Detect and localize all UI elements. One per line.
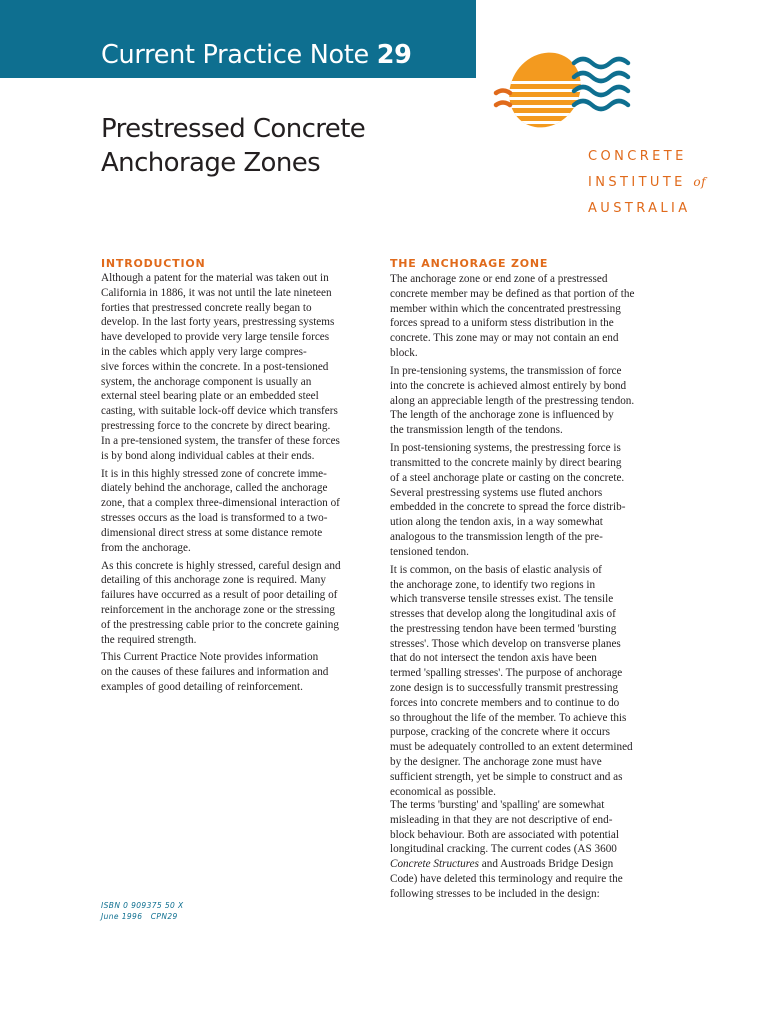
text-line [390,857,670,872]
text-line: Code) have deleted this terminology and require the [390,872,623,885]
org-name-line3: AUSTRALIA [588,201,691,216]
paragraph [101,467,376,556]
text-line: block. [390,346,418,359]
paragraph [101,650,376,694]
text-line: purpose, cracking of the concrete where it occurs [390,726,610,739]
text-line: stresses that develop along the longitudinal axis of [390,608,616,621]
text-line: of the prestressing cable prior to the concrete gaining [101,618,339,631]
text-line: casting, with suitable lock-off device which transfers [101,405,338,418]
org-name-line1: CONCRETE [588,149,687,164]
text-line: Although a patent for the material was taken out in [101,272,329,284]
org-name-institute: INSTITUTE [588,175,686,190]
text-line: along an appreciable length of the prestressing tendon. [390,394,635,407]
publication-date [101,911,184,922]
text-line: examples of good detailing of reinforcement. [101,681,303,694]
text-line: reinforcement in the anchorage zone or the stressing [101,603,335,616]
date: June 1996 [101,912,143,921]
text-line: concrete member may be defined as that portion of the [390,287,635,300]
text-line: failures have occurred as a result of poor detailing of [101,589,338,602]
text-line: tensioned tendon. [390,545,469,558]
text-line: the anchorage zone, to identify two regions in [390,578,596,591]
text-line: In a pre-tensioned system, the transfer of these forces [101,434,340,447]
series-number: 29 [376,40,412,70]
document-title-line1: Prestressed Concrete [101,114,366,144]
text-line: ution along the tendon axis, in a way somewhat [390,516,603,529]
text-line: This Current Practice Note provides information [101,651,319,664]
text-line: misleading in that they are not descriptive of end- [390,813,613,826]
document-title [101,112,365,180]
text-line: block behaviour. Both are associated with potential [390,828,619,841]
paragraph [390,441,670,559]
document-title-line2: Anchorage Zones [101,148,321,178]
cia-sun-waves-logo-icon [490,48,650,138]
paragraph [390,563,670,800]
text-line: external steel bearing plate or an embedded steel [101,390,319,403]
isbn: ISBN 0 909375 50 X [101,901,184,910]
text-line: dimensional direct stress at some distance remote [101,526,323,539]
text-line: termed 'spalling stresses'. The purpose of anchorage [390,667,623,680]
text-line: that do not intersect the tendon axis have been [390,652,597,665]
text-line: from the anchorage. [101,541,191,554]
text-line: It is in this highly stressed zone of concrete imme- [101,467,327,480]
text-line: in the cables which apply very large compres- [101,345,307,358]
text-line: diately behind the anchorage, called the anchorage [101,482,328,495]
text-line: zone design is to successfully transmit prestressing [390,682,619,695]
text-line: forces spread to a uniform stess distribution in the [390,317,614,330]
text-line: the prestressing tendon have been termed 'bursting [390,622,617,635]
text-line: transmitted to the concrete mainly by direct bearing [390,456,622,469]
text-line: stresses occurs as the load is transformed to a two- [101,511,328,524]
text-line: concrete. This zone may or may not contain an end [390,332,619,345]
text-line: have developed to provide very large tensile forces [101,331,330,344]
text-line: The anchorage zone or end zone of a prestressed [390,273,608,285]
anchorage-zone-body [390,272,670,803]
text-line: California in 1886, it was not until the late nineteen [101,286,332,299]
text-line: member within which the concentrated prestressing [390,302,621,315]
text-line: Several prestressing systems use fluted anchors [390,486,603,499]
text-line: analogous to the transmission length of the pre- [390,530,603,543]
text-line: sive forces within the concrete. In a post-tensioned [101,360,329,373]
text-line: on the causes of these failures and information and [101,666,329,679]
text-line: by the designer. The anchorage zone must have [390,756,602,769]
series-label: Current Practice Note [101,40,369,70]
text-line: following stresses to be included in the design: [390,887,600,900]
text-line: forces into concrete members and to continue to do [390,696,620,709]
text-line: of a steel anchorage plate or casting on the concrete. [390,471,625,484]
text-line: zone, that a complex three-dimensional interaction of [101,497,340,510]
org-name-of: of [693,175,707,189]
text-line: stresses'. Those which develop on transverse planes [390,637,621,650]
terms-paragraph [390,798,670,902]
text-line: which transverse tensile stresses exist. The tensile [390,593,614,606]
text-line: detailing of this anchorage zone is required. Many [101,574,326,587]
text-line: The terms 'bursting' and 'spalling' are somewhat [390,799,605,811]
text-line: In post-tensioning systems, the prestressing force is [390,442,621,455]
text-line: is by bond along individual cables at their ends. [101,449,315,462]
paragraph [101,559,376,648]
text-line: into the concrete is achieved almost entirely by bond [390,379,627,392]
org-name-line2 [588,175,706,190]
text-line: sufficient strength, yet be simple to construct and as [390,770,623,783]
text-line: the required strength. [101,633,197,646]
text-line: In pre-tensioning systems, the transmission of force [390,364,622,377]
imprint [101,900,184,922]
text-line: The length of the anchorage zone is influenced by [390,409,614,422]
text-line: economical as possible. [390,785,496,798]
text-line: embedded in the concrete to spread the force distrib- [390,501,626,514]
paragraph [390,272,670,361]
introduction-heading: INTRODUCTION [101,257,206,270]
text-line: system, the anchorage component is usually an [101,375,312,388]
anchorage-zone-heading: THE ANCHORAGE ZONE [390,257,549,270]
code-title-rest: and Austroads Bridge Design [478,858,614,871]
text-line: must be adequately controlled to an extent determined [390,741,633,754]
text-line: longitudinal cracking. The current codes (AS 3600 [390,843,617,856]
text-line: the transmission length of the tendons. [390,424,563,437]
text-line: prestressing force to the concrete by direct bearing. [101,419,331,432]
document-code: CPN29 [150,912,178,921]
text-line: forties that prestressed concrete really began to [101,301,312,314]
paragraph [390,364,670,438]
text-line: As this concrete is highly stressed, careful design and [101,559,341,572]
series-title [101,40,412,70]
code-title-italic: Concrete Structures [390,858,479,871]
text-line: develop. In the last forty years, prestressing systems [101,316,335,329]
paragraph [101,271,376,463]
text-line: so throughout the life of the member. To achieve this [390,711,627,724]
text-line: It is common, on the basis of elastic analysis of [390,563,602,576]
introduction-body [101,271,376,698]
